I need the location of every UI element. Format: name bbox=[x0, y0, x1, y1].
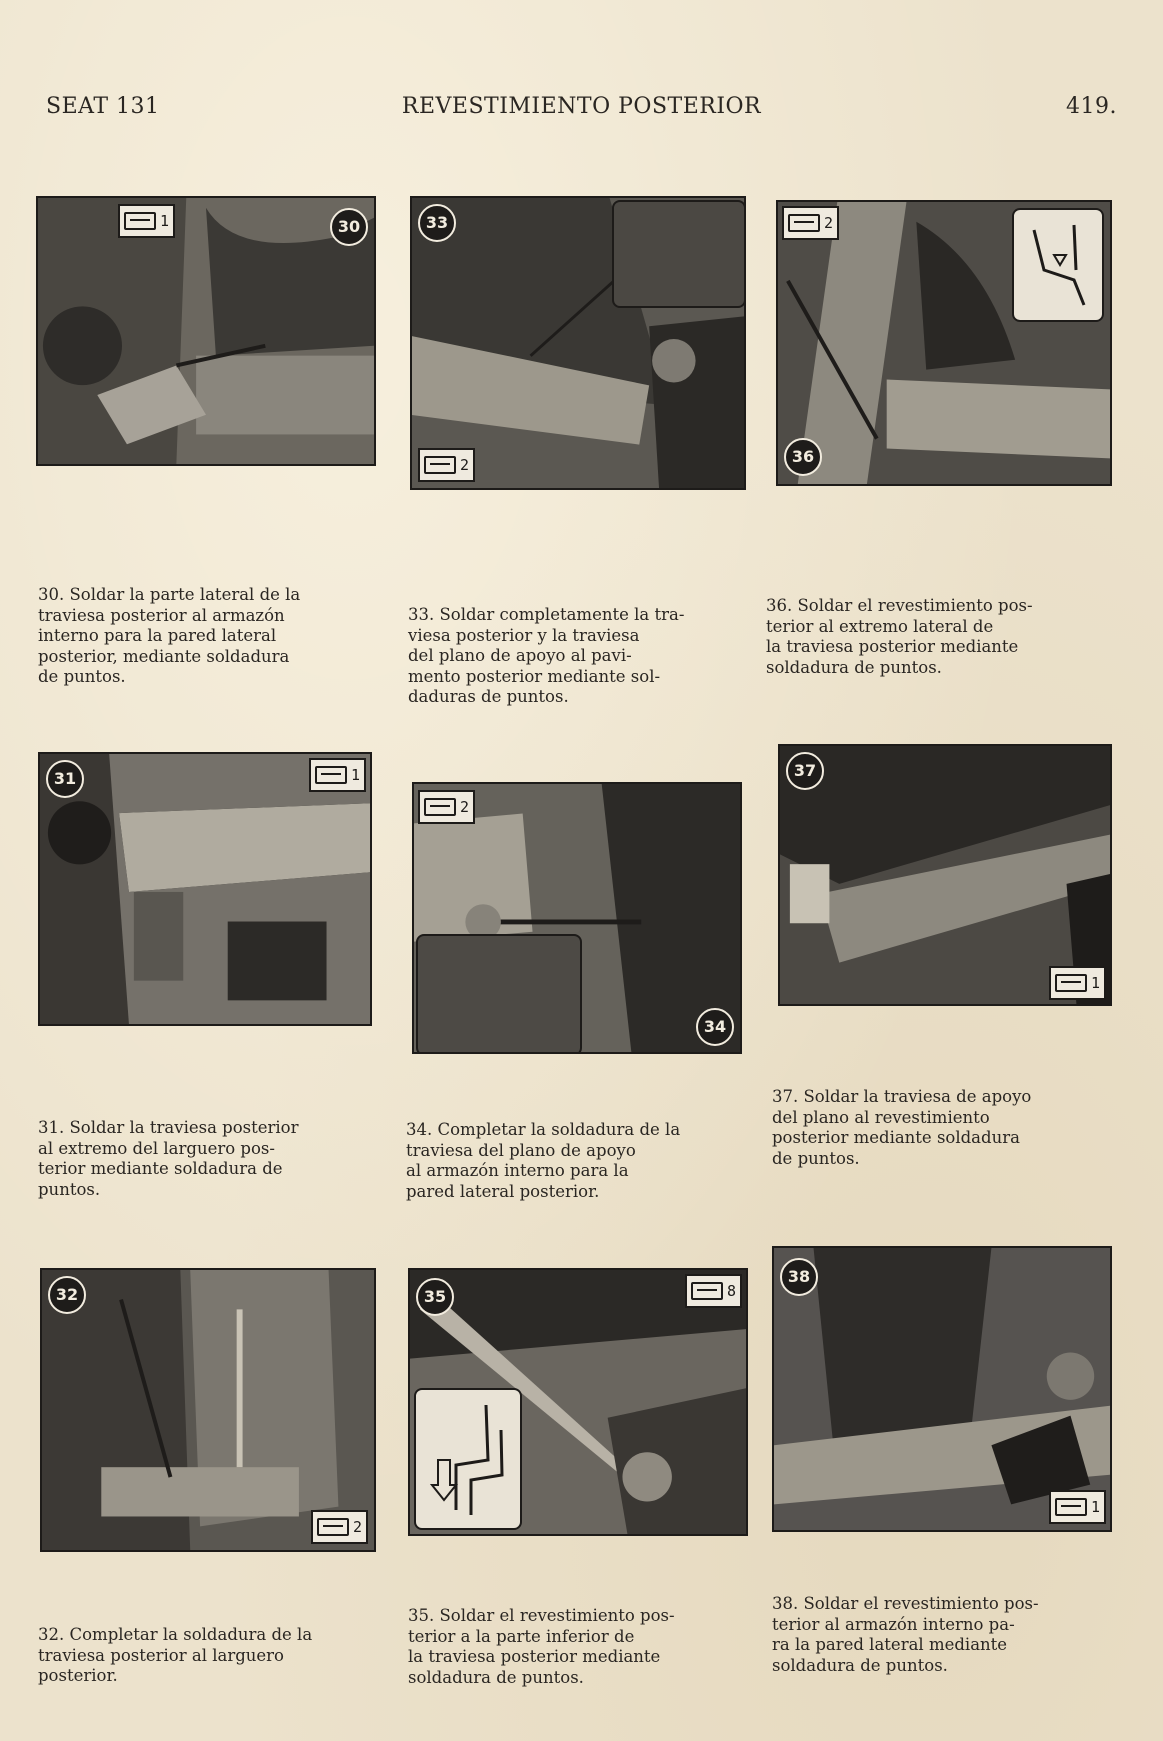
tool-tag: 2 bbox=[418, 790, 475, 824]
figure-36-photo bbox=[776, 200, 1112, 486]
tool-tag: 2 bbox=[418, 448, 475, 482]
figure-31-illustration bbox=[40, 754, 370, 1024]
welding-tool-icon bbox=[315, 766, 347, 784]
welding-tool-icon bbox=[124, 212, 156, 230]
page-title: REVESTIMIENTO POSTERIOR bbox=[401, 94, 762, 119]
caption-37: 37. Soldar la traviesa de apoyo del plano al revestimiento posterior mediante soldadura de puntos. bbox=[772, 1087, 1032, 1168]
figure-33-photo bbox=[410, 196, 746, 490]
figure-32-photo bbox=[40, 1268, 376, 1552]
welding-tool-icon bbox=[424, 798, 456, 816]
tool-tag: 8 bbox=[685, 1274, 742, 1308]
welding-tool-icon bbox=[1055, 1498, 1087, 1516]
caption-34: 34. Completar la soldadura de la traviesa del plano de apoyo al armazón interno para la pared lateral posterior. bbox=[406, 1120, 681, 1201]
caption-32: 32. Completar la soldadura de la traviesa posterior al larguero posterior. bbox=[38, 1625, 313, 1685]
caption-38: 38. Soldar el revestimiento pos- terior al armazón interno pa- ra la pared lateral mediante soldadura de puntos. bbox=[772, 1594, 1039, 1675]
figure-32-illustration bbox=[42, 1270, 374, 1550]
welding-tool-icon bbox=[1055, 974, 1087, 992]
figure-31-photo bbox=[38, 752, 372, 1026]
figure-35-photo bbox=[408, 1268, 748, 1536]
figure-number-badge: 32 bbox=[48, 1276, 86, 1314]
figure-30-photo bbox=[36, 196, 376, 466]
figure-number-badge: 37 bbox=[786, 752, 824, 790]
welding-tool-icon bbox=[691, 1282, 723, 1300]
tool-tag: 1 bbox=[1049, 1490, 1106, 1524]
figure-34-photo bbox=[412, 782, 742, 1054]
detail-inset bbox=[612, 200, 746, 308]
tool-tag: 2 bbox=[782, 206, 839, 240]
caption-30: 30. Soldar la parte lateral de la traviesa posterior al armazón interno para la pared lateral posterior, mediante soldadura de puntos. bbox=[38, 585, 301, 686]
header-model: SEAT 131 bbox=[46, 94, 160, 119]
figure-number-badge: 33 bbox=[418, 204, 456, 242]
tool-tag: 1 bbox=[1049, 966, 1106, 1000]
caption-36: 36. Soldar el revestimiento pos- terior al extremo lateral de la traviesa posterior mediante soldadura de puntos. bbox=[766, 596, 1033, 677]
section-profile-icon bbox=[1014, 210, 1102, 320]
page-number: 419. bbox=[1066, 94, 1117, 119]
figure-30-illustration bbox=[38, 198, 374, 464]
figure-38-illustration bbox=[774, 1248, 1110, 1530]
figure-38-photo bbox=[772, 1246, 1112, 1532]
figure-number-badge: 38 bbox=[780, 1258, 818, 1296]
welding-tool-icon bbox=[788, 214, 820, 232]
caption-33: 33. Soldar completamente la tra- viesa posterior y la traviesa del plano de apoyo al pavi- mento posterior mediante sol- daduras de puntos. bbox=[408, 605, 685, 706]
welding-tool-icon bbox=[317, 1518, 349, 1536]
tool-tag: 1 bbox=[118, 204, 175, 238]
tool-tag: 1 bbox=[309, 758, 366, 792]
figure-number-badge: 34 bbox=[696, 1008, 734, 1046]
caption-35: 35. Soldar el revestimiento pos- terior a la parte inferior de la traviesa posterior mediante soldadura de puntos. bbox=[408, 1606, 675, 1687]
section-diagram-inset bbox=[414, 1388, 522, 1530]
tool-tag: 2 bbox=[311, 1510, 368, 1544]
figure-number-badge: 30 bbox=[330, 208, 368, 246]
figure-number-badge: 35 bbox=[416, 1278, 454, 1316]
section-profile-icon bbox=[416, 1390, 520, 1528]
figure-number-badge: 36 bbox=[784, 438, 822, 476]
detail-inset bbox=[416, 934, 582, 1054]
figure-37-photo bbox=[778, 744, 1112, 1006]
caption-31: 31. Soldar la traviesa posterior al extremo del larguero pos- terior mediante soldadura de puntos. bbox=[38, 1118, 299, 1199]
section-diagram-inset bbox=[1012, 208, 1104, 322]
welding-tool-icon bbox=[424, 456, 456, 474]
figure-number-badge: 31 bbox=[46, 760, 84, 798]
